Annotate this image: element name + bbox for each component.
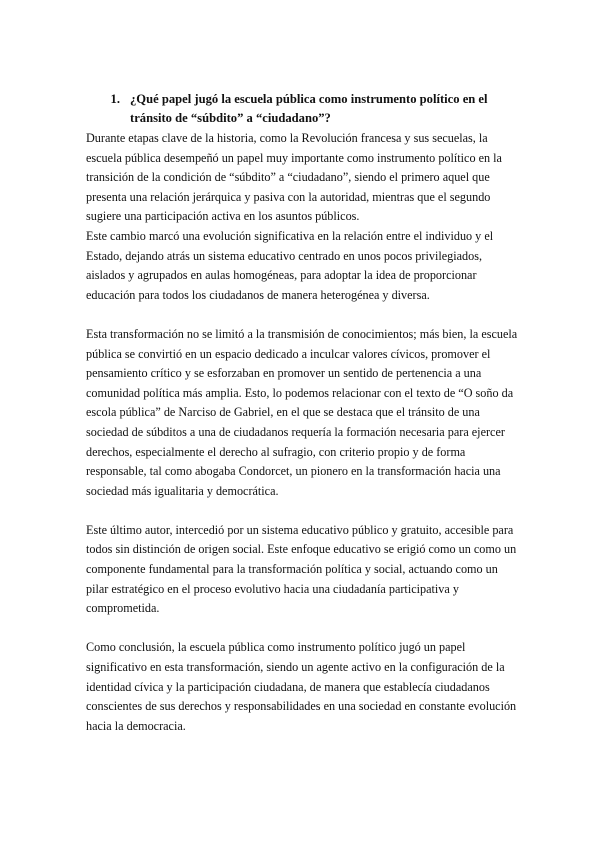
document-body [86, 90, 518, 736]
paragraph-spacer [86, 305, 518, 325]
paragraph-change: Este cambio marcó una evolución significativa en la relación entre el individuo y el Estado, dejando atrás un sistema educativo centrado en unos pocos privilegiados, aislados y agrupados en aulas homogéneas, para adoptar la idea de proporcionar educación para todos los ciudadanos de manera heterogénea y diversa. [86, 228, 494, 302]
paragraph-intro: Durante etapas clave de la historia, como la Revolución francesa y sus secuelas, la escuela pública desempeñó un papel muy importante como instrumento político en la transición de la condición de “súbdito” a “ciudadano”, siendo el primero aquel que presenta una relación jerárquica y pasiva con la autoridad, mientras que el segundo sugiere una participación activa en los asuntos públicos. [86, 131, 502, 224]
paragraph-condorcet: Este último autor, intercedió por un sistema educativo público y gratuito, accesible para todos sin distinción de origen social. Este enfoque educativo se erigió como un como un componente fundamental para la transformación política y social, actuando como un pilar estratégico en el proceso evolutivo hacia una ciudadanía participativa y comprometida. [86, 522, 517, 616]
paragraph-spacer [86, 619, 518, 639]
question-title: ¿Qué papel jugó la escuela pública como instrumento político en el tránsito de “súbdito” a “ciudadano”? [130, 92, 488, 125]
question-number: 1. [110, 92, 120, 106]
paragraph-conclusion: Como conclusión, la escuela pública como instrumento político jugó un papel significativo en esta transformación, siendo un agente activo en la configuración de la identidad cívica y la participación ciudadana, de manera que establecía ciudadanos conscientes de sus derechos y responsabilidades en una sociedad en constante evolución hacia la democracia. [86, 640, 517, 733]
question-heading [86, 90, 518, 128]
paragraph-transformation: Esta transformación no se limitó a la transmisión de conocimientos; más bien, la escuela pública se convirtió en un espacio dedicado a inculcar valores cívicos, promover el pensamiento crítico y se esforzaban en promover un sentido de pertenencia a una comunidad política más amplia. Esto, lo podemos relacionar con el texto de “O soño da escola pública” de Narciso de Gabriel, en el que se destaca que el tránsito de una sociedad de súbditos a una de ciudadanos requería la formación necesaria para ejercer derechos, especialmente el derecho al sufragio, con criterio propio y de forma responsable, tal como abogaba Condorcet, un pionero en la transformación hacia una sociedad más igualitaria y democrática. [86, 326, 518, 498]
paragraph-spacer [86, 501, 518, 521]
